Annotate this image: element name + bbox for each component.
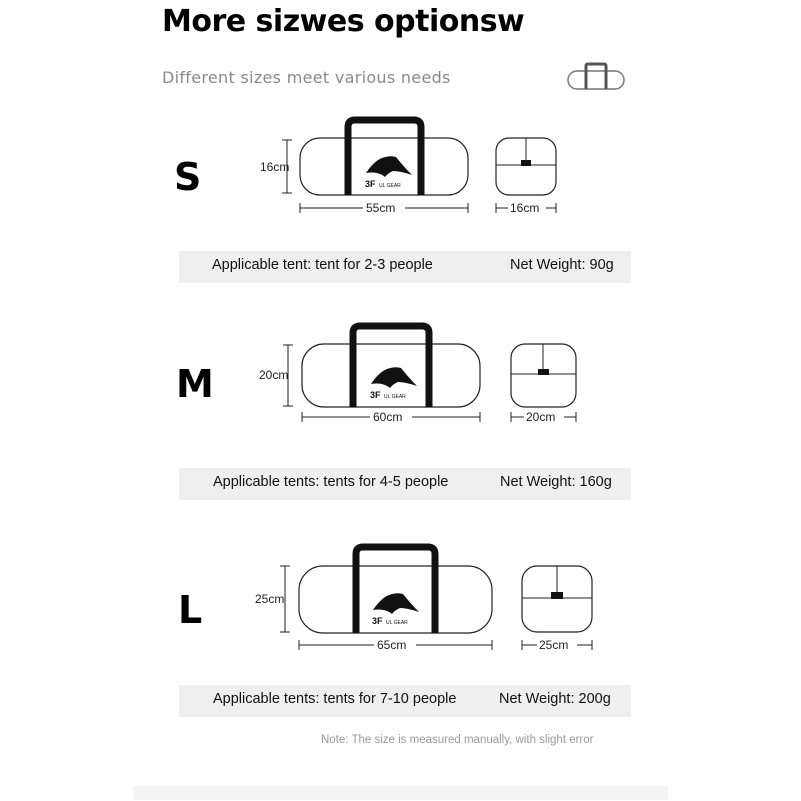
info-bar-m <box>179 468 631 500</box>
tent-text-l: Applicable tents: tents for 7-10 people <box>213 691 457 707</box>
bag-diagram-m <box>250 320 590 435</box>
weight-text-m: Net Weight: 160g <box>500 474 612 490</box>
page-title: More sizwes optionsw <box>162 4 525 39</box>
page-subtitle: Different sizes meet various needs <box>162 68 451 87</box>
svg-text:UL GEAR: UL GEAR <box>386 620 408 626</box>
bag-diagram-s <box>250 115 580 225</box>
svg-text:UL GEAR: UL GEAR <box>384 394 406 400</box>
svg-text:UL GEAR: UL GEAR <box>379 183 401 189</box>
weight-text-s: Net Weight: 90g <box>510 257 614 273</box>
size-letter-m: M <box>176 362 214 406</box>
weight-text-l: Net Weight: 200g <box>499 691 611 707</box>
height-label-l: 25cm <box>255 592 285 606</box>
height-label-s: 16cm <box>260 160 290 174</box>
svg-text:3F: 3F <box>370 390 381 400</box>
length-label-s: 55cm <box>366 201 396 215</box>
end-label-l: 25cm <box>539 638 569 652</box>
length-label-m: 60cm <box>373 410 403 424</box>
size-letter-s: S <box>174 155 202 199</box>
end-label-s: 16cm <box>510 201 540 215</box>
info-bar-s <box>179 251 631 283</box>
bag-outline-icon <box>566 62 626 92</box>
bottom-strip <box>133 786 668 800</box>
tent-text-s: Applicable tent: tent for 2-3 people <box>212 257 433 273</box>
bag-diagram-l <box>250 540 610 658</box>
tent-text-m: Applicable tents: tents for 4-5 people <box>213 474 449 490</box>
svg-text:3F: 3F <box>372 616 383 626</box>
svg-text:3F: 3F <box>365 179 376 189</box>
size-letter-l: L <box>178 588 203 632</box>
info-bar-l <box>179 685 631 717</box>
measurement-note: Note: The size is measured manually, with slight error <box>321 734 594 746</box>
end-label-m: 20cm <box>526 410 556 424</box>
length-label-l: 65cm <box>377 638 407 652</box>
height-label-m: 20cm <box>259 368 289 382</box>
